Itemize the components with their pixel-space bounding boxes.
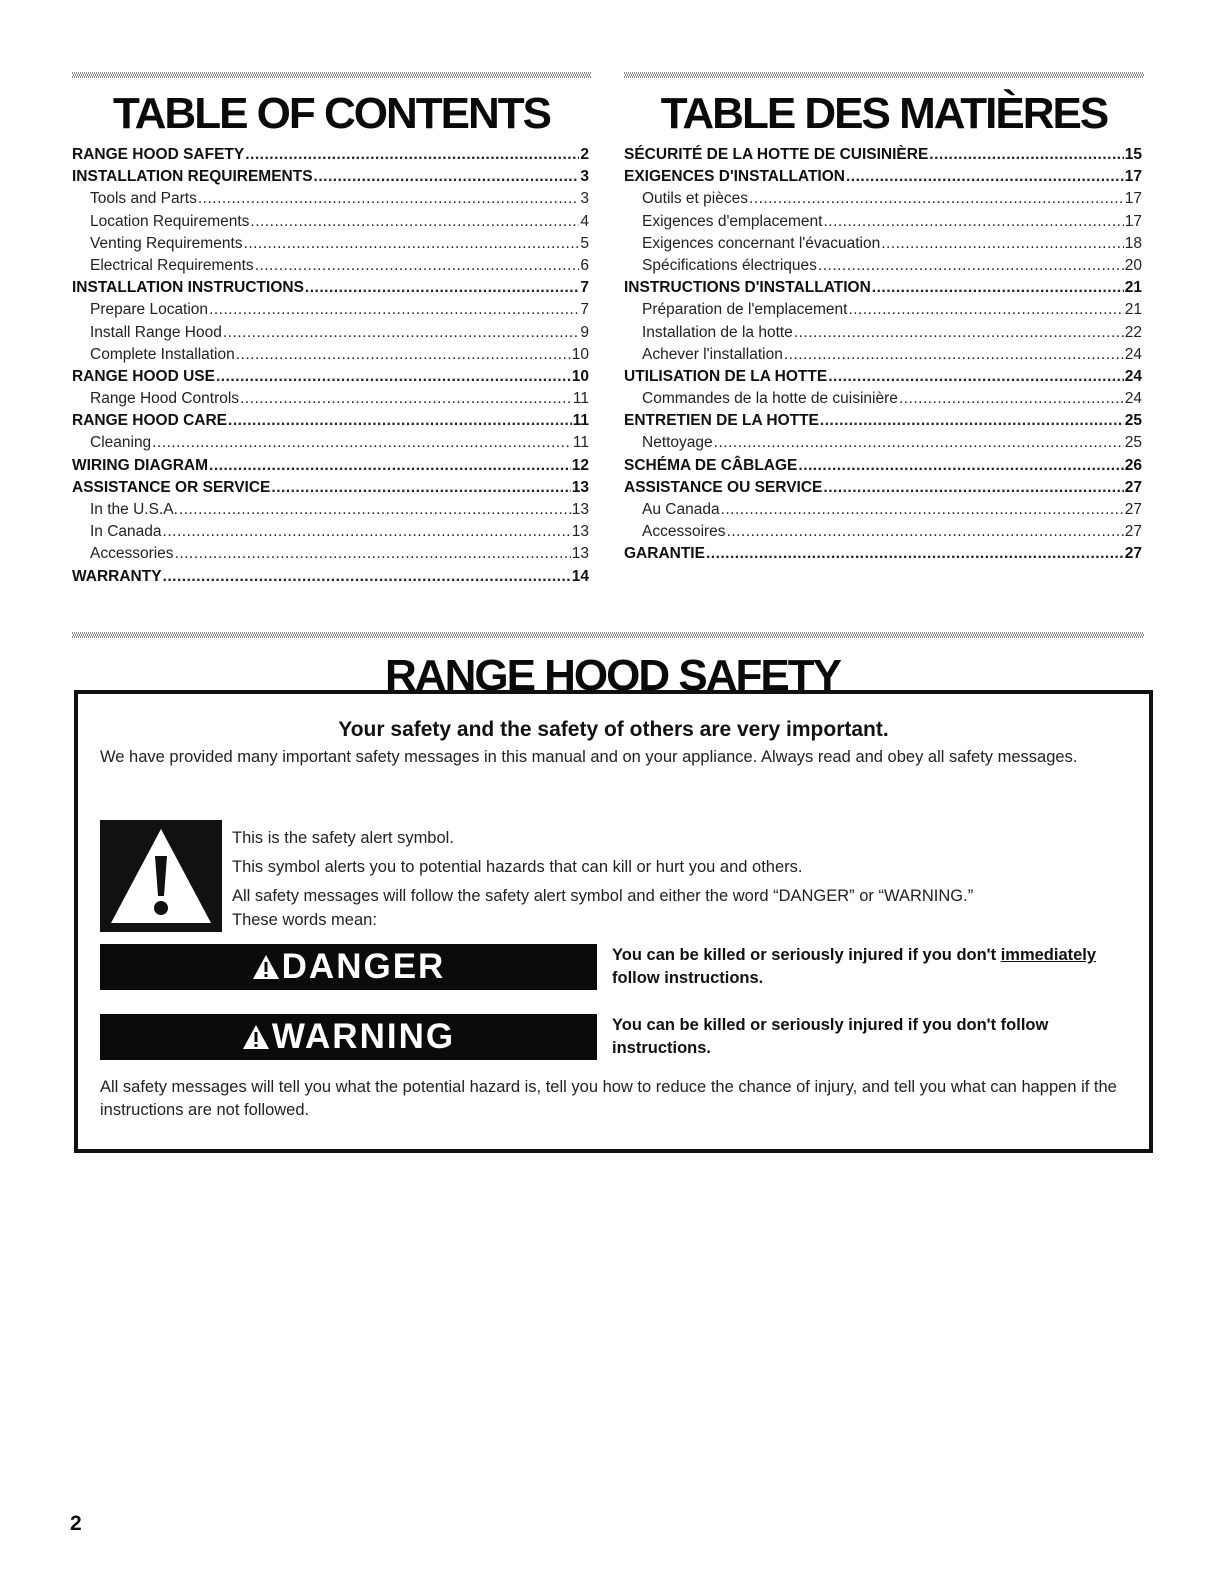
toc-entry[interactable] bbox=[624, 324, 1142, 346]
toc-entry-label: Install Range Hood bbox=[90, 323, 222, 341]
safety-alert-symbol-icon bbox=[100, 820, 222, 932]
toc-entry-label: Location Requirements bbox=[90, 212, 250, 230]
toc-entry-label: Range Hood Controls bbox=[90, 390, 240, 408]
toc-entry-label: Complete Installation bbox=[90, 345, 235, 363]
toc-leader-dots bbox=[305, 279, 579, 297]
toc-entry-page: 12 bbox=[571, 456, 589, 474]
toc-leader-dots bbox=[721, 501, 1124, 519]
toc-entry-page: 26 bbox=[1124, 456, 1142, 474]
toc-entry-page: 25 bbox=[1124, 412, 1142, 430]
toc-leader-dots bbox=[179, 501, 571, 519]
toc-entry[interactable] bbox=[72, 368, 589, 390]
toc-entry[interactable] bbox=[72, 501, 589, 523]
toc-entry-label: In Canada bbox=[90, 523, 162, 541]
toc-leader-dots bbox=[714, 434, 1124, 452]
toc-entry-page: 15 bbox=[1124, 146, 1142, 163]
toc-list-en bbox=[72, 146, 589, 590]
toc-entry-page: 11 bbox=[572, 412, 589, 430]
toc-entry[interactable] bbox=[72, 168, 589, 190]
toc-leader-dots bbox=[244, 235, 580, 253]
toc-leader-dots bbox=[872, 279, 1124, 297]
toc-leader-dots bbox=[240, 390, 572, 408]
toc-entry-label: Accessoires bbox=[642, 523, 726, 541]
toc-entry[interactable] bbox=[624, 479, 1142, 501]
toc-leader-dots bbox=[223, 324, 580, 342]
toc-leader-dots bbox=[163, 523, 571, 541]
safety-footer: All safety messages will tell you what the potential hazard is, tell you how to reduce the chance of injury, and tell you what can happen if the instructions are not followed. bbox=[100, 1078, 1117, 1119]
danger-text-emphasis: immediately bbox=[1000, 946, 1097, 964]
toc-entry[interactable] bbox=[72, 279, 589, 301]
toc-entry[interactable] bbox=[624, 523, 1142, 545]
alert-line: This is the safety alert symbol. bbox=[232, 829, 454, 847]
toc-entry[interactable] bbox=[624, 146, 1142, 168]
toc-entry-page: 11 bbox=[572, 434, 589, 452]
toc-entry-page: 27 bbox=[1124, 501, 1142, 518]
toc-entry[interactable] bbox=[624, 257, 1142, 279]
toc-entry-label: GARANTIE bbox=[624, 545, 705, 563]
warning-triangle-icon bbox=[242, 1016, 270, 1062]
toc-title-en: TABLE OF CONTENTS bbox=[113, 89, 550, 138]
section-title: RANGE HOOD SAFETY bbox=[385, 651, 840, 700]
toc-entry-page: 27 bbox=[1124, 478, 1142, 496]
toc-entry-page: 3 bbox=[580, 190, 589, 208]
toc-leader-dots bbox=[823, 213, 1123, 231]
toc-leader-dots bbox=[881, 235, 1124, 253]
toc-entry[interactable] bbox=[72, 479, 589, 501]
toc-entry-label: ENTRETIEN DE LA HOTTE bbox=[624, 412, 819, 430]
toc-entry-label: ASSISTANCE OR SERVICE bbox=[72, 478, 271, 496]
toc-entry-label: RANGE HOOD SAFETY bbox=[72, 146, 245, 163]
toc-entry[interactable] bbox=[72, 346, 589, 368]
toc-entry-label: WIRING DIAGRAM bbox=[72, 456, 209, 474]
toc-leader-dots bbox=[846, 168, 1124, 186]
toc-leader-dots bbox=[175, 545, 571, 563]
toc-entry-page: 13 bbox=[571, 478, 589, 496]
toc-entry-label: Prepare Location bbox=[90, 301, 209, 319]
toc-title-fr: TABLE DES MATIÈRES bbox=[660, 89, 1108, 138]
toc-entry[interactable] bbox=[624, 168, 1142, 190]
toc-entry-page: 21 bbox=[1124, 301, 1142, 319]
toc-entry-page: 10 bbox=[571, 367, 589, 385]
toc-entry[interactable] bbox=[624, 501, 1142, 523]
toc-entry-page: 14 bbox=[571, 567, 589, 585]
toc-entry-page: 18 bbox=[1124, 234, 1142, 252]
toc-entry-page: 2 bbox=[580, 146, 589, 163]
toc-entry-label: Venting Requirements bbox=[90, 234, 243, 252]
toc-entry-label: Au Canada bbox=[642, 501, 720, 518]
toc-entry[interactable] bbox=[72, 235, 589, 257]
toc-entry[interactable] bbox=[72, 257, 589, 279]
toc-entry[interactable] bbox=[72, 457, 589, 479]
toc-entry[interactable] bbox=[624, 390, 1142, 412]
toc-entry-label: INSTRUCTIONS D'INSTALLATION bbox=[624, 279, 871, 297]
danger-signal-bar bbox=[100, 944, 597, 990]
toc-entry[interactable] bbox=[624, 545, 1142, 567]
warning-signal-bar bbox=[100, 1014, 597, 1060]
danger-text bbox=[612, 944, 1142, 990]
toc-leader-dots bbox=[314, 168, 580, 186]
toc-entry[interactable] bbox=[72, 390, 589, 412]
toc-leader-dots bbox=[216, 368, 571, 386]
toc-entry-page: 7 bbox=[580, 301, 589, 319]
toc-entry-label: ASSISTANCE OU SERVICE bbox=[624, 478, 823, 496]
toc-entry-page: 6 bbox=[580, 256, 589, 274]
safety-heading: Your safety and the safety of others are very important. bbox=[338, 718, 889, 741]
toc-leader-dots bbox=[818, 257, 1124, 275]
toc-entry-label: Outils et pièces bbox=[642, 190, 748, 208]
toc-entry-page: 27 bbox=[1124, 545, 1142, 563]
toc-leader-dots bbox=[929, 146, 1123, 164]
toc-leader-dots bbox=[209, 301, 579, 319]
toc-leader-dots bbox=[706, 545, 1124, 563]
top-rule-right bbox=[624, 72, 1144, 78]
toc-leader-dots bbox=[848, 301, 1123, 319]
toc-leader-dots bbox=[828, 368, 1124, 386]
toc-entry-page: 5 bbox=[580, 234, 589, 252]
toc-entry-page: 9 bbox=[580, 323, 589, 341]
toc-entry[interactable] bbox=[72, 434, 589, 456]
toc-entry-label: Installation de la hotte bbox=[642, 323, 793, 341]
toc-leader-dots bbox=[823, 479, 1123, 497]
warning-label: WARNING bbox=[271, 1017, 456, 1056]
toc-entry-page: 17 bbox=[1124, 212, 1142, 230]
toc-entry-label: INSTALLATION INSTRUCTIONS bbox=[72, 279, 304, 297]
toc-entry-page: 7 bbox=[580, 279, 589, 297]
toc-entry-page: 20 bbox=[1124, 256, 1142, 274]
toc-entry-label: Accessories bbox=[90, 545, 174, 563]
toc-leader-dots bbox=[245, 146, 579, 164]
toc-leader-dots bbox=[271, 479, 570, 497]
toc-entry-label: Exigences d'emplacement bbox=[642, 212, 823, 230]
toc-entry[interactable] bbox=[72, 190, 589, 212]
toc-entry-label: EXIGENCES D'INSTALLATION bbox=[624, 168, 845, 186]
toc-entry[interactable] bbox=[624, 235, 1142, 257]
toc-entry[interactable] bbox=[624, 301, 1142, 323]
toc-leader-dots bbox=[198, 190, 580, 208]
toc-leader-dots bbox=[727, 523, 1124, 541]
alert-line: All safety messages will follow the safety alert symbol and either the word “DANGER” or “WARNING.” bbox=[232, 887, 974, 905]
toc-entry[interactable] bbox=[72, 545, 589, 567]
section-rule bbox=[72, 632, 1144, 638]
toc-entry-label: RANGE HOOD USE bbox=[72, 367, 215, 385]
safety-box bbox=[74, 690, 1153, 1153]
toc-entry-label: Spécifications électriques bbox=[642, 256, 817, 274]
toc-entry-label: RANGE HOOD CARE bbox=[72, 412, 228, 430]
toc-entry-page: 17 bbox=[1124, 168, 1142, 186]
toc-leader-dots bbox=[209, 457, 571, 475]
toc-entry[interactable] bbox=[72, 412, 589, 434]
toc-leader-dots bbox=[794, 324, 1124, 342]
toc-entry[interactable] bbox=[624, 213, 1142, 235]
danger-text-b: follow instructions. bbox=[612, 969, 764, 987]
toc-entry-page: 13 bbox=[571, 501, 589, 518]
toc-entry-page: 21 bbox=[1124, 279, 1142, 297]
toc-entry-page: 10 bbox=[571, 345, 589, 363]
toc-entry-label: Cleaning bbox=[90, 434, 152, 452]
toc-entry-label: Exigences concernant l'évacuation bbox=[642, 234, 881, 252]
toc-entry-label: Préparation de l'emplacement bbox=[642, 301, 848, 319]
toc-leader-dots bbox=[798, 457, 1123, 475]
toc-entry-page: 11 bbox=[572, 390, 589, 408]
toc-leader-dots bbox=[820, 412, 1124, 430]
toc-entry-page: 27 bbox=[1124, 523, 1142, 541]
toc-leader-dots bbox=[784, 346, 1124, 364]
toc-entry[interactable] bbox=[72, 146, 589, 168]
toc-leader-dots bbox=[152, 434, 572, 452]
toc-entry-label: In the U.S.A. bbox=[90, 501, 178, 518]
top-rule-left bbox=[72, 72, 591, 78]
safety-intro: We have provided many important safety messages in this manual and on your appliance. Always read and obey all safety messages. bbox=[100, 748, 1078, 766]
toc-leader-dots bbox=[163, 568, 571, 586]
toc-entry-page: 17 bbox=[1124, 190, 1142, 208]
danger-text-a: You can be killed or seriously injured if you don't bbox=[612, 946, 1001, 964]
warning-text: You can be killed or seriously injured if you don't follow instructions. bbox=[612, 1016, 1049, 1057]
toc-entry[interactable] bbox=[72, 568, 589, 590]
toc-entry[interactable] bbox=[72, 324, 589, 346]
toc-leader-dots bbox=[749, 190, 1124, 208]
toc-entry-label: Commandes de la hotte de cuisinière bbox=[642, 390, 898, 408]
toc-entry-label: UTILISATION DE LA HOTTE bbox=[624, 367, 828, 385]
toc-entry-label: WARRANTY bbox=[72, 567, 162, 585]
toc-entry-label: INSTALLATION REQUIREMENTS bbox=[72, 168, 313, 186]
toc-entry-page: 4 bbox=[580, 212, 589, 230]
toc-entry-page: 24 bbox=[1124, 390, 1142, 408]
toc-entry-label: Nettoyage bbox=[642, 434, 713, 452]
toc-entry-page: 25 bbox=[1124, 434, 1142, 452]
page-number: 2 bbox=[70, 1512, 82, 1535]
toc-entry-page: 24 bbox=[1124, 367, 1142, 385]
alert-line: This symbol alerts you to potential hazards that can kill or hurt you and others. bbox=[232, 858, 803, 876]
toc-entry[interactable] bbox=[624, 190, 1142, 212]
toc-leader-dots bbox=[228, 412, 572, 430]
toc-entry[interactable] bbox=[72, 213, 589, 235]
toc-entry-label: Achever l'installation bbox=[642, 345, 783, 363]
toc-entry-page: 3 bbox=[580, 168, 589, 186]
toc-leader-dots bbox=[255, 257, 580, 275]
alert-line: These words mean: bbox=[232, 911, 377, 929]
toc-entry-page: 22 bbox=[1124, 323, 1142, 341]
toc-entry[interactable] bbox=[624, 412, 1142, 434]
toc-entry-label: SCHÉMA DE CÂBLAGE bbox=[624, 456, 798, 474]
toc-leader-dots bbox=[899, 390, 1124, 408]
toc-entry[interactable] bbox=[624, 457, 1142, 479]
toc-entry[interactable] bbox=[72, 523, 589, 545]
alert-lines bbox=[232, 824, 973, 935]
toc-entry[interactable] bbox=[72, 301, 589, 323]
toc-list-fr bbox=[624, 146, 1142, 568]
danger-label: DANGER bbox=[281, 947, 446, 986]
toc-entry[interactable] bbox=[624, 346, 1142, 368]
toc-leader-dots bbox=[250, 213, 579, 231]
toc-entry-label: Tools and Parts bbox=[90, 190, 197, 208]
toc-entry[interactable] bbox=[624, 279, 1142, 301]
toc-entry-page: 24 bbox=[1124, 345, 1142, 363]
toc-entry[interactable] bbox=[624, 368, 1142, 390]
toc-entry-label: SÉCURITÉ DE LA HOTTE DE CUISINIÈRE bbox=[624, 146, 929, 163]
warning-triangle-icon bbox=[252, 946, 280, 992]
toc-entry-label: Electrical Requirements bbox=[90, 256, 254, 274]
toc-leader-dots bbox=[236, 346, 571, 364]
toc-entry-page: 13 bbox=[571, 523, 589, 541]
toc-entry-page: 13 bbox=[571, 545, 589, 563]
toc-entry[interactable] bbox=[624, 434, 1142, 456]
